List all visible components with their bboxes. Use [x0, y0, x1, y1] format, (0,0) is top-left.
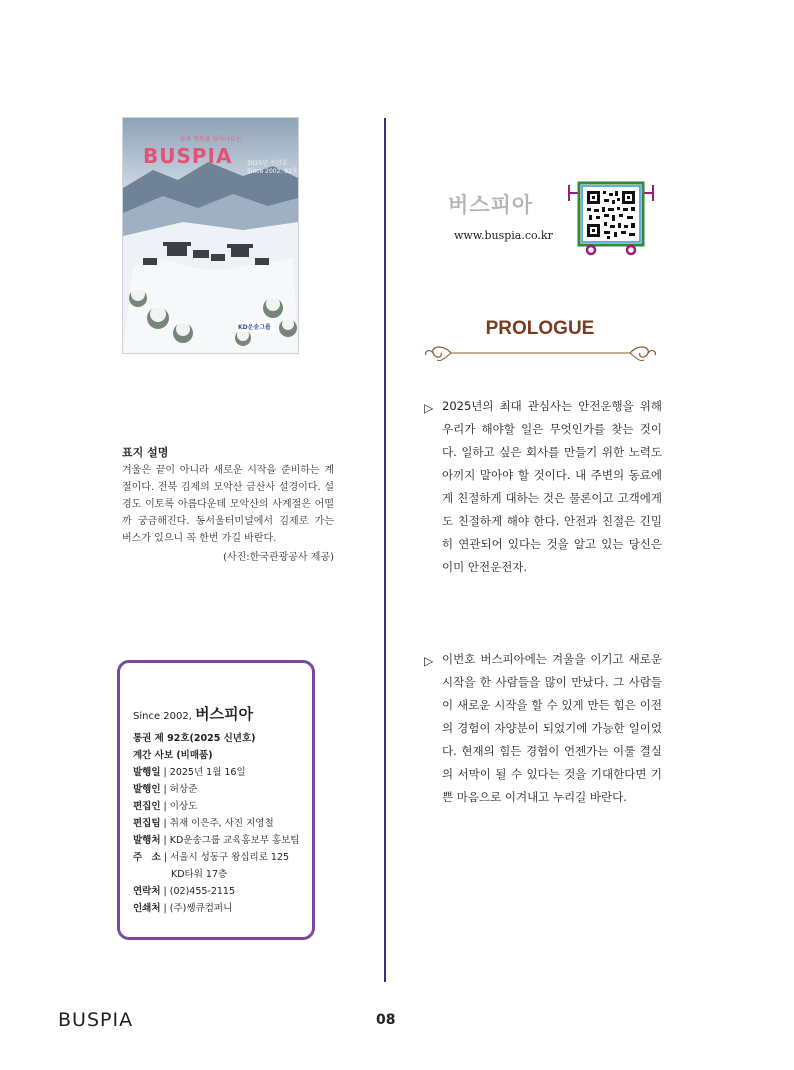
colophon-value: | KD운송그룹 교육홍보부 홍보팀 — [160, 835, 300, 846]
prologue-paragraph-1 — [424, 395, 662, 579]
cover-issue-line1: 2025년 신년호 — [247, 160, 288, 167]
triangle-bullet-icon: ▷ — [424, 401, 434, 415]
colophon-key: 편집팀 — [133, 818, 161, 829]
bus-qr-code-icon[interactable] — [567, 181, 655, 257]
colophon-value: | 2025년 1월 16일 — [160, 767, 246, 778]
colophon-title — [133, 703, 300, 724]
colophon-row — [133, 781, 300, 798]
colophon-row — [133, 730, 300, 747]
colophon-key: 계간 사보 (비매품) — [133, 750, 213, 761]
cover-issue-line2: Since 2002. 92호 — [247, 168, 298, 175]
ornament-divider-icon — [423, 342, 658, 364]
colophon-key: 발행처 — [133, 835, 161, 846]
colophon-name: 버스피아 — [195, 705, 254, 723]
cover-issue — [247, 160, 298, 176]
triangle-bullet-icon: ▷ — [424, 654, 434, 668]
caption-credit: (사진:한국관광공사 제공) — [223, 552, 334, 563]
colophon-value: | (주)쌩큐컴퍼니 — [160, 903, 233, 914]
cover-tagline: 꿈과 행복을 실어나르는 — [179, 136, 242, 143]
footer-logo: BUSPIA — [58, 1009, 134, 1031]
colophon-box — [117, 660, 315, 940]
colophon-row — [133, 883, 300, 900]
colophon-key: 편집인 — [133, 801, 161, 812]
colophon-value: | 서울시 성동구 왕십리로 125 — [160, 852, 290, 863]
page-number: 08 — [376, 1012, 396, 1028]
colophon-key: 인쇄처 — [133, 903, 161, 914]
colophon-row — [133, 798, 300, 815]
colophon-value: KD타워 17층 — [171, 869, 228, 880]
colophon-key: 주 소 — [133, 852, 161, 863]
colophon-row — [133, 832, 300, 849]
column-divider — [384, 118, 386, 982]
colophon-key: 연락처 — [133, 886, 161, 897]
caption-body: 겨울은 끝이 아니라 새로운 시작을 준비하는 계절이다. 전북 김제의 모악산 금산사 설경이다. 설경도 이토록 아름다운데 모악산의 사계절은 어떨까 궁금해진다. 동서울터미널에서 김제로 가는 버스가 있으니 꼭 한번 가길 바란다. — [122, 465, 334, 544]
colophon-value: | (02)455-2115 — [160, 886, 236, 897]
colophon-key: 발행일 — [133, 767, 161, 778]
prologue-paragraph-2 — [424, 648, 662, 809]
cover-image — [122, 117, 299, 354]
colophon-row — [133, 866, 300, 883]
colophon-row — [133, 764, 300, 781]
colophon-value: | 허상준 — [160, 784, 198, 795]
colophon-key: 통권 제 92호(2025 신년호) — [133, 733, 256, 744]
brand-url[interactable]: www.buspia.co.kr — [454, 229, 553, 242]
colophon-value: | 취재 이은주, 사진 지영철 — [160, 818, 274, 829]
colophon-value: | 이상도 — [160, 801, 198, 812]
cover-logo: BUSPIA — [143, 144, 233, 168]
colophon-row — [133, 815, 300, 832]
colophon-since: Since 2002, — [133, 711, 192, 722]
caption-title: 표지 설명 — [122, 446, 169, 459]
colophon-row — [133, 900, 300, 917]
colophon-row — [133, 747, 300, 764]
colophon-key: 발행인 — [133, 784, 161, 795]
paragraph-text: 2025년의 최대 관심사는 안전운행을 위해 우리가 해야할 일은 무엇인가를 찾는 것이다. 일하고 싶은 회사를 만들기 위한 노력도 아끼지 말아야 할 것이다. 내 주변의 동료에게 친절하게 대하는 것은 물론이고 고객에게도 친절하게 해야 한다. 안전과 친절은 긴밀히 연관되어 있다는 것을 알고 있는 당신은 이미 안전운전자. — [442, 399, 662, 574]
brand-name: 버스피아 — [448, 193, 534, 217]
colophon-row — [133, 849, 300, 866]
paragraph-text: 이번호 버스피아에는 겨울을 이기고 새로운 시작을 한 사람들을 많이 만났다. 그 사람들이 새로운 시작을 할 수 있게 만든 힘은 이전의 경험이 자양분이 되었기에 가능한 일이었다. 현재의 힘든 경험이 언젠가는 이룰 결실의 서막이 될 수 있다는 것을 기대한다면 기쁜 마음으로 이겨내고 누리길 바란다. — [442, 652, 662, 804]
prologue-heading: PROLOGUE — [485, 318, 595, 339]
cover-kd-logo: KD운송그룹 — [235, 321, 274, 332]
